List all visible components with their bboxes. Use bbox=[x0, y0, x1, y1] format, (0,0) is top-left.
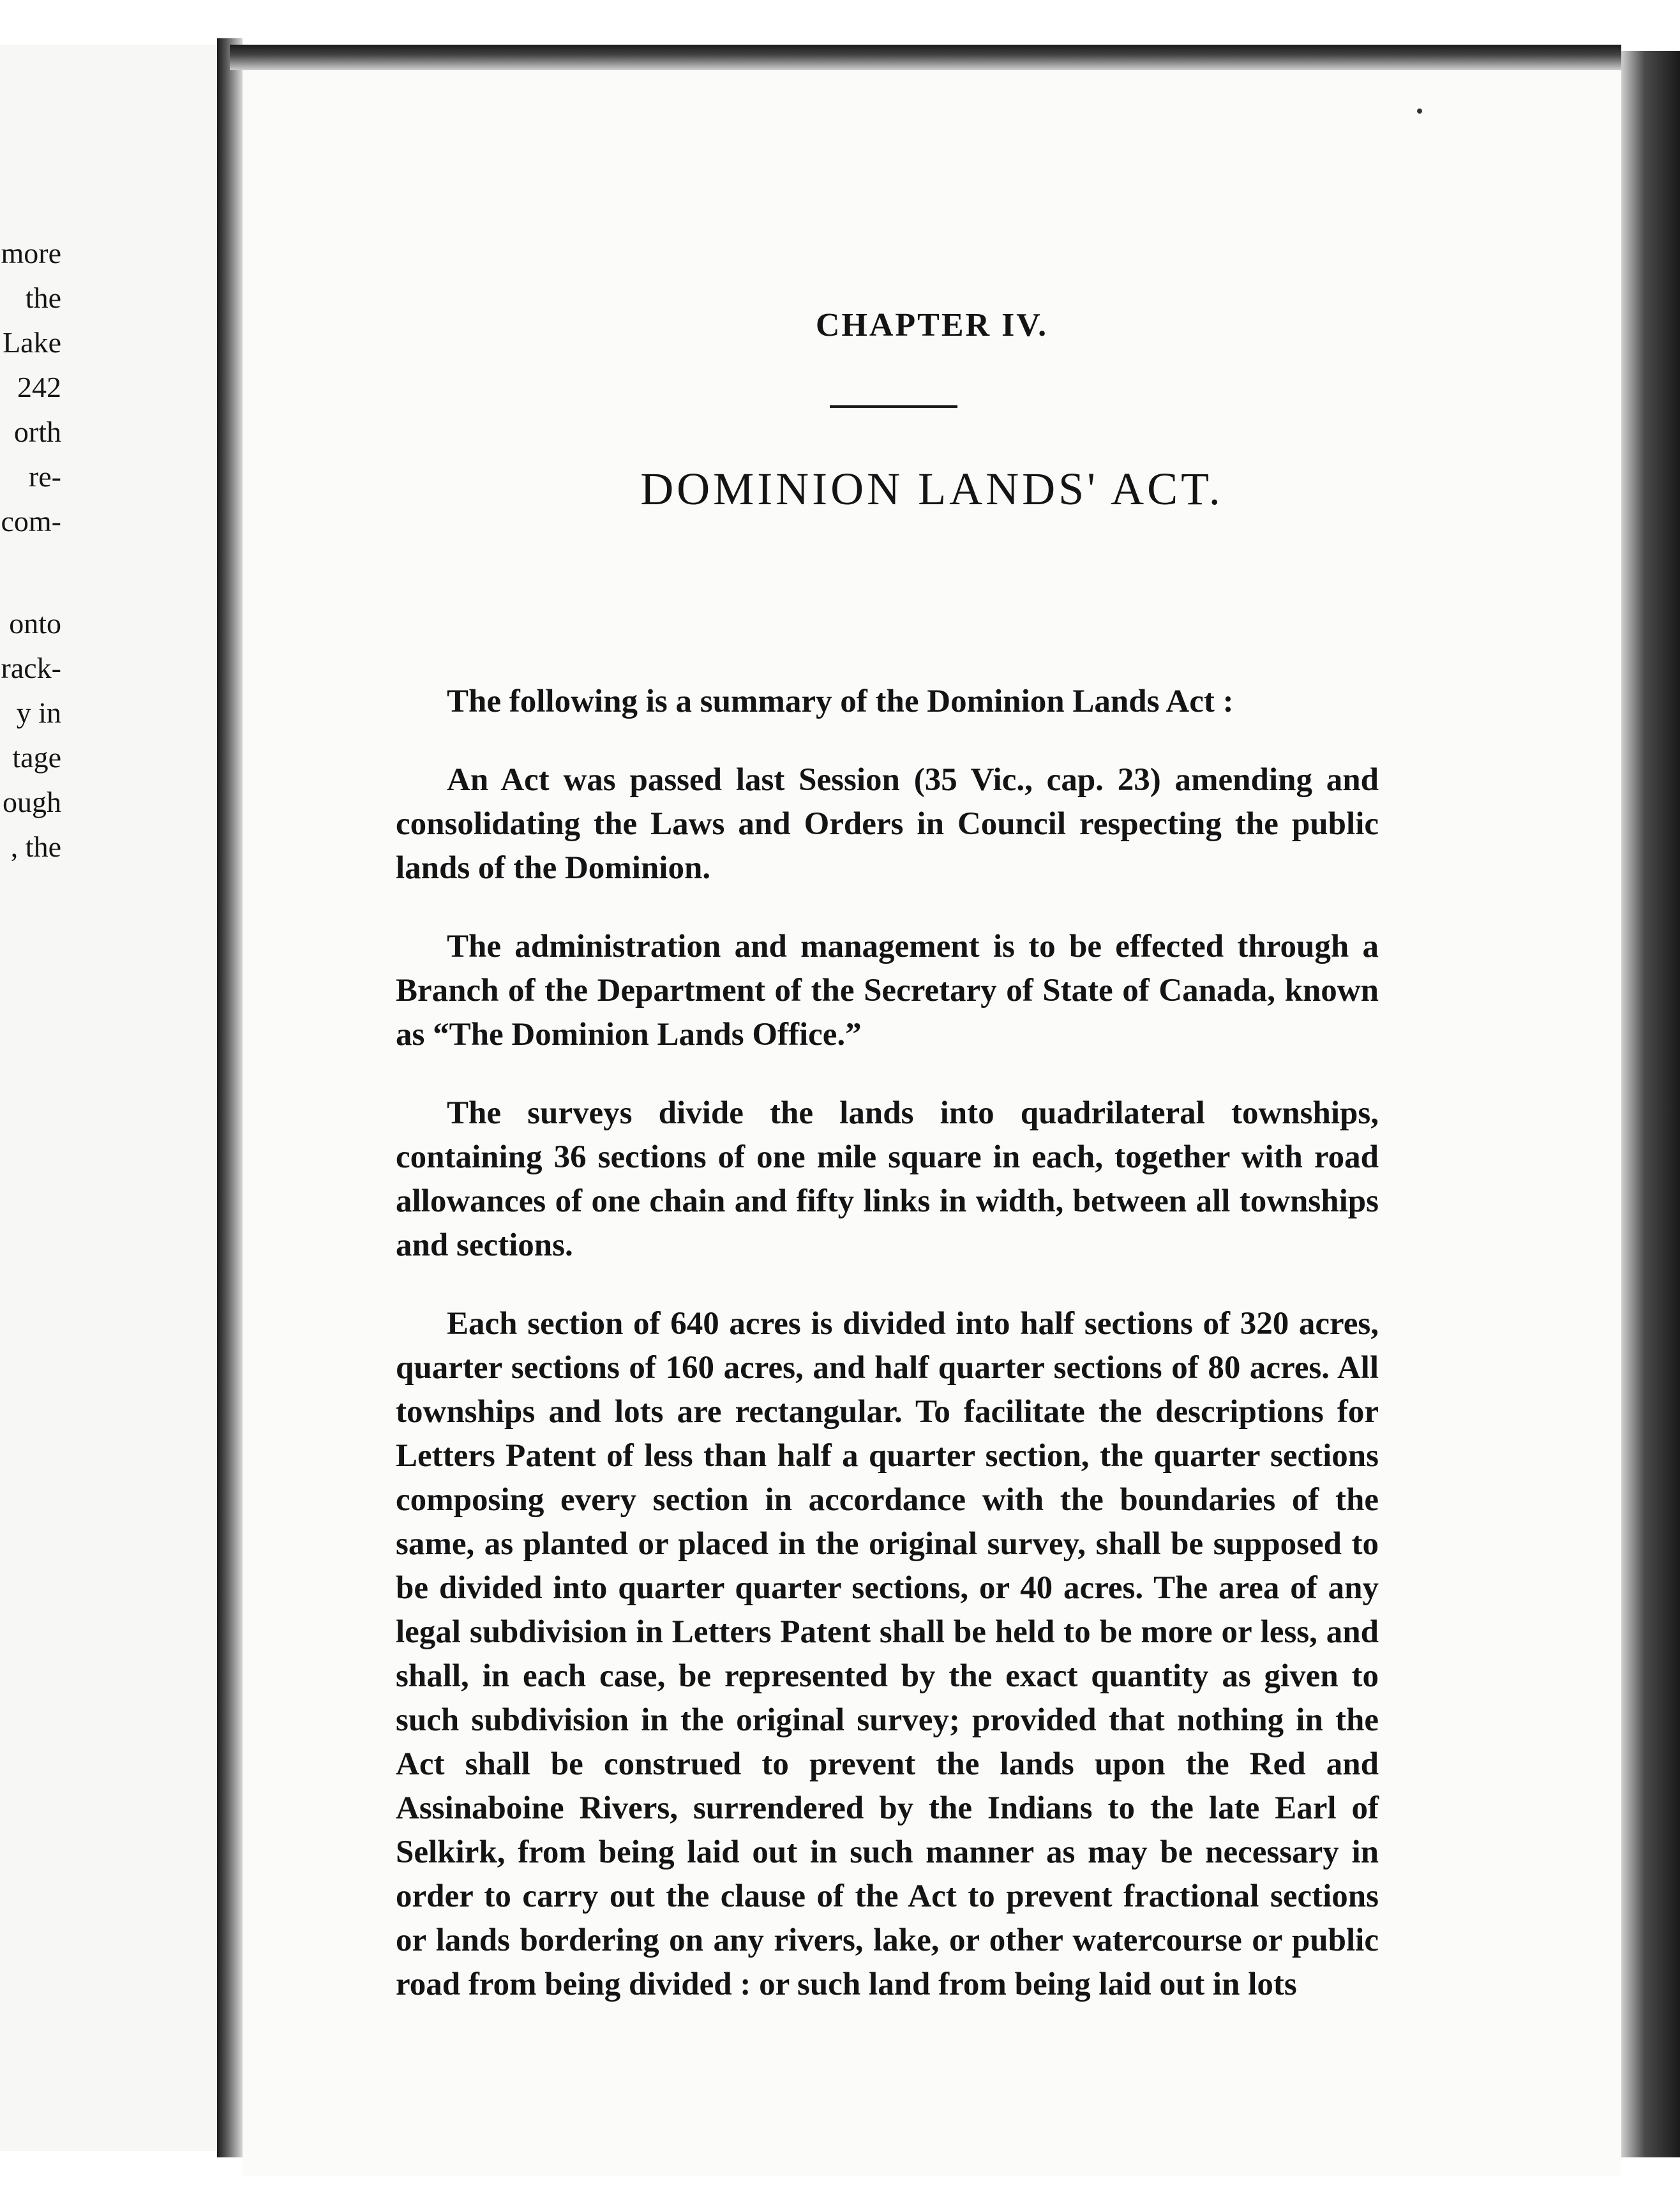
facing-page-fragment: rack- bbox=[1, 652, 61, 684]
paragraph: The administration and management is to be effected through a Branch of the Department of the Secretary of State of Canada, known as “The Dominion Lands Office.” bbox=[396, 929, 1379, 1053]
facing-page-fragment: 242 bbox=[17, 371, 61, 403]
facing-page-fragment: , the bbox=[10, 830, 61, 863]
book-gutter-shadow bbox=[217, 38, 243, 2157]
body-text bbox=[396, 680, 1379, 2007]
paragraph: Each section of 640 acres is divided into half sections of 320 acres, quarter sections of 160 acres, and half quarter sections of 80 acres. All townships and lots are rectangular. To facilitate the descriptions for Letters Patent of less than half a quarter section, the quarter sections composing every section in accordance with the boundaries of the same, as planted or placed in the original survey, shall be supposed to be divided into quarter quarter sections, or 40 acres. The area of any legal subdivision in Letters Patent shall be held to be more or less, and shall, in each case, be represented by the exact quantity as given to such subdivision in the original survey; provided that nothing in the Act shall be construed to prevent the lands upon the Red and Assinaboine Rivers, surrendered by the Indians to the late Earl of Selkirk, from being laid out in such manner as may be necessary in order to carry out the clause of the Act to prevent fractional sections or lands bordering on any rivers, lake, or other watercourse or public road from being divided : or such land from being laid out in lots bbox=[396, 1306, 1379, 2002]
facing-page-fragment: orth bbox=[13, 416, 61, 448]
facing-page-fragment: com- bbox=[1, 505, 61, 537]
page-speck bbox=[1417, 109, 1422, 114]
facing-page bbox=[0, 45, 219, 2151]
facing-page-fragment: Lake bbox=[3, 326, 61, 359]
facing-page-fragment: onto bbox=[9, 607, 61, 640]
book-page bbox=[243, 70, 1621, 2177]
facing-page-fragment: re- bbox=[28, 460, 61, 493]
paragraph: An Act was passed last Session (35 Vic., cap. 23) amending and consolidating the Laws and Orders in Council respecting the public lands of the Dominion. bbox=[396, 762, 1379, 886]
page-top-edge bbox=[230, 45, 1621, 70]
facing-page-fragment: ough bbox=[3, 786, 61, 818]
chapter-heading: CHAPTER IV. bbox=[815, 307, 1049, 343]
facing-page-fragment: the bbox=[25, 281, 61, 314]
facing-page-fragment: y in bbox=[16, 696, 61, 729]
title-rule bbox=[830, 405, 957, 408]
page-right-edge bbox=[1621, 51, 1680, 2157]
paragraph: The surveys divide the lands into quadrilateral townships, containing 36 sections of one mile square in each, together with road allowances of one chain and fifty links in width, between all townships and sections. bbox=[396, 1095, 1379, 1263]
facing-page-fragment: tage bbox=[12, 741, 61, 774]
facing-page-fragment: more bbox=[1, 237, 61, 269]
paragraph: The following is a summary of the Dominion Lands Act : bbox=[447, 684, 1234, 719]
page-title: DOMINION LANDS' ACT. bbox=[640, 463, 1224, 514]
